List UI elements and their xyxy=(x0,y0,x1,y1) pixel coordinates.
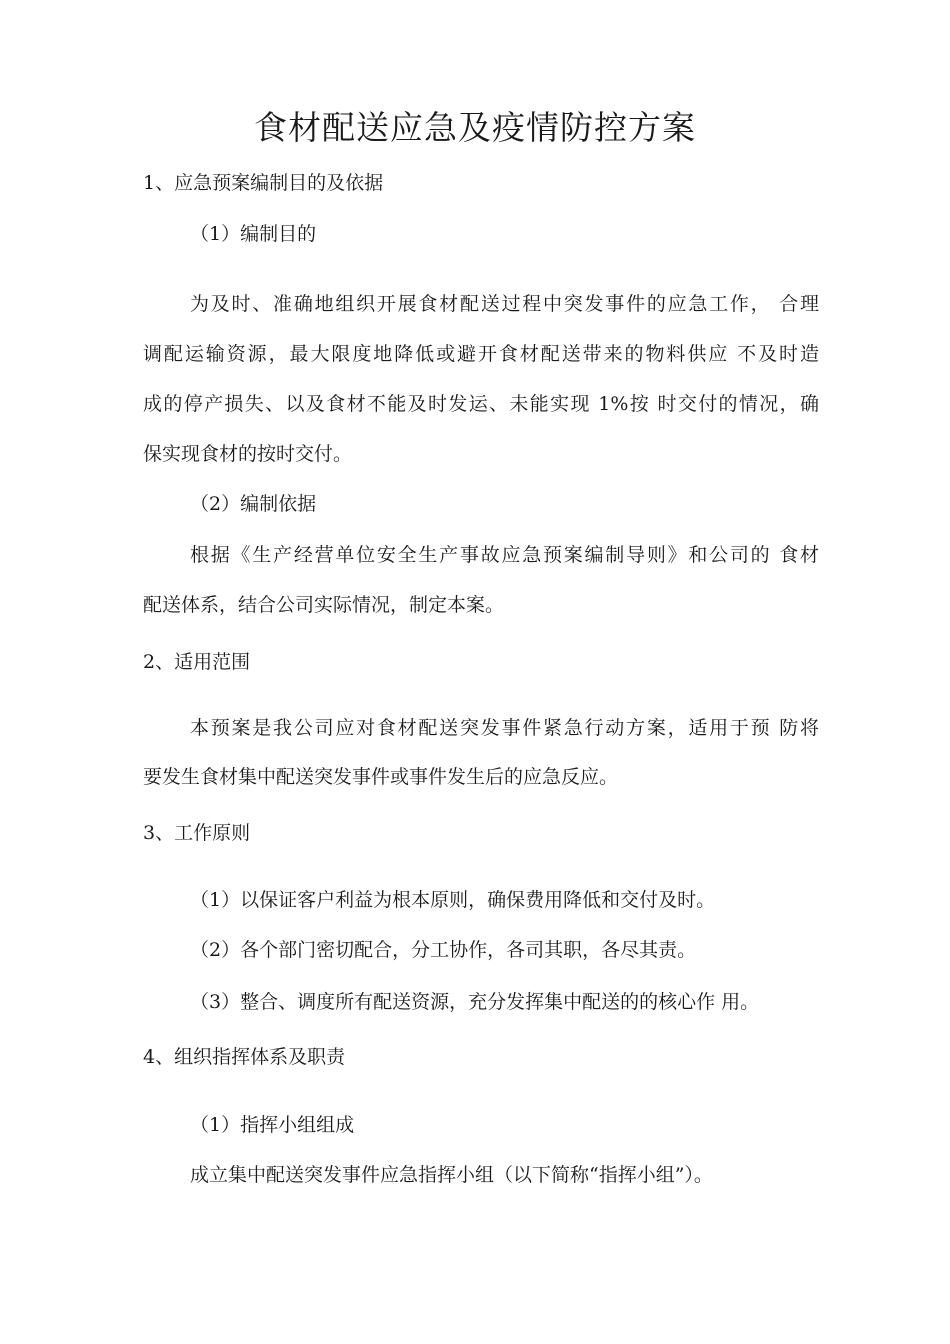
paragraph-line: 调配运输资源，最大限度地降低或避开食材配送带来的物料供应 不及时造 xyxy=(143,343,819,365)
paragraph-line: 根据《生产经营单位安全生产事故应急预案编制导则》和公司的 食材 xyxy=(190,544,819,566)
paragraph-line: 成立集中配送突发事件应急指挥小组（以下简称“指挥小组”）。 xyxy=(190,1164,713,1186)
subheading-1-2: （2）编制依据 xyxy=(190,493,317,515)
subheading-1-1: （1）编制目的 xyxy=(190,223,317,245)
section-heading-1: 1、应急预案编制目的及依据 xyxy=(143,172,384,194)
paragraph-line: 要发生食材集中配送突发事件或事件发生后的应急反应。 xyxy=(143,766,619,788)
section-heading-2: 2、适用范围 xyxy=(143,651,251,673)
paragraph-line: 配送体系，结合公司实际情况，制定本案。 xyxy=(143,594,505,616)
paragraph-line: 本预案是我公司应对食材配送突发事件紧急行动方案，适用于预 防将 xyxy=(190,717,819,739)
paragraph-line: 为及时、准确地组织开展食材配送过程中突发事件的应急工作， 合理 xyxy=(190,293,819,315)
subheading-4-1: （1）指挥小组组成 xyxy=(190,1114,355,1136)
section-heading-4: 4、组织指挥体系及职责 xyxy=(143,1046,346,1068)
paragraph-line: 保实现食材的按时交付。 xyxy=(143,443,353,465)
principle-item: （1）以保证客户利益为根本原则，确保费用降低和交付及时。 xyxy=(190,889,716,911)
document-title: 食材配送应急及疫情防控方案 xyxy=(254,108,696,147)
principle-item: （3）整合、调度所有配送资源，充分发挥集中配送的的核心作 用。 xyxy=(190,991,760,1013)
section-heading-3: 3、工作原则 xyxy=(143,822,251,844)
paragraph-line: 成的停产损失、以及食材不能及时发运、未能实现 1%按 时交付的情况，确 xyxy=(143,393,819,415)
principle-item: （2）各个部门密切配合，分工协作，各司其职，各尽其责。 xyxy=(190,939,697,961)
